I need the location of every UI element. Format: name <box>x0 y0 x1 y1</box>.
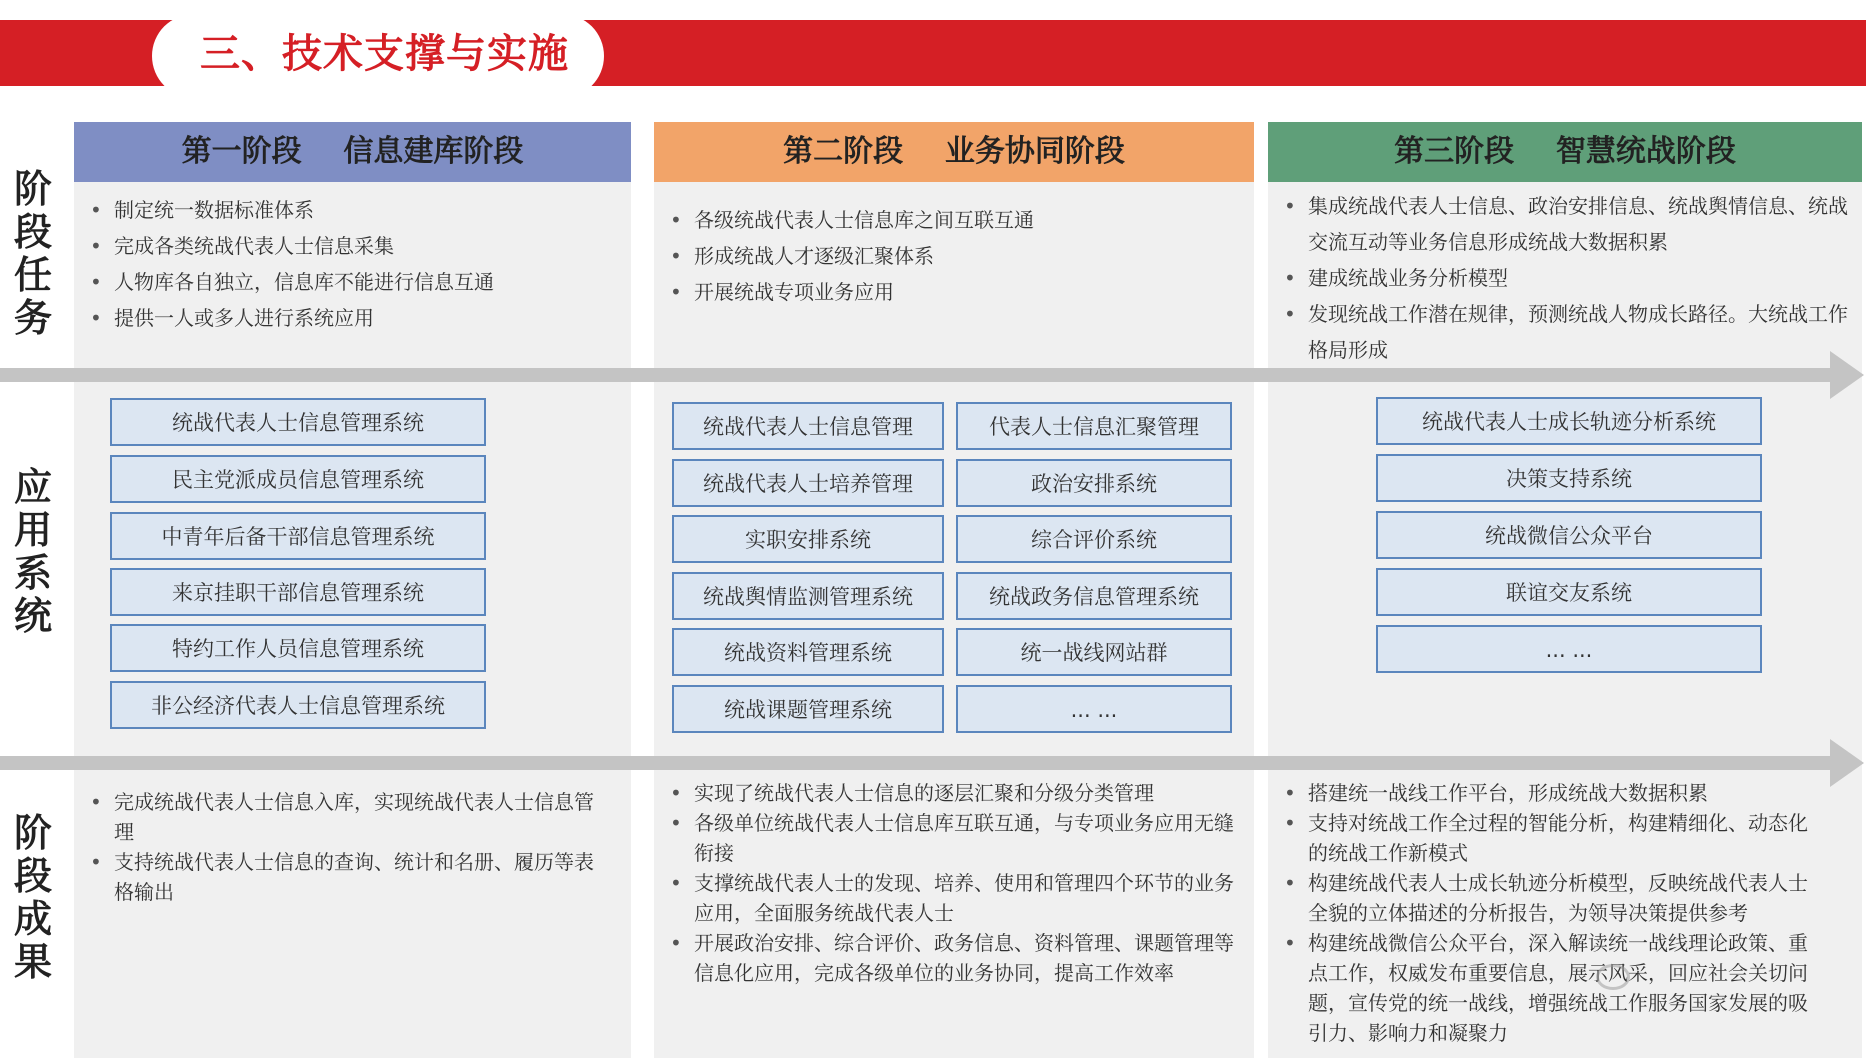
list-item: • 制定统一数据标准体系 <box>86 192 606 228</box>
system-box: 联谊交友系统 <box>1376 568 1762 616</box>
stage-3-tasks <box>1280 188 1850 368</box>
list-item: • 实现了统战代表人士信息的逐层汇聚和分级分类管理 <box>666 778 1236 808</box>
system-box: ... ... <box>1376 625 1762 673</box>
system-box: 决策支持系统 <box>1376 454 1762 502</box>
system-box: 中青年后备干部信息管理系统 <box>110 512 486 560</box>
stage-1-results <box>86 787 606 907</box>
wechat-watermark-icon <box>1596 964 1630 990</box>
list-item: • 完成统战代表人士信息入库，实现统战代表人士信息管理 <box>86 787 606 847</box>
system-box: 统战政务信息管理系统 <box>956 572 1232 620</box>
system-box: 统战代表人士培养管理 <box>672 459 944 507</box>
process-arrow-1 <box>0 368 1830 382</box>
arrow-head-2 <box>1830 739 1864 787</box>
list-item: • 开展统战专项业务应用 <box>666 274 1236 310</box>
list-item: • 发现统战工作潜在规律，预测统战人物成长路径。大统战工作格局形成 <box>1280 296 1850 368</box>
stage-2-results <box>666 778 1236 988</box>
system-box: 统战代表人士信息管理 <box>672 402 944 450</box>
row-label-tasks: 阶 段 任 务 <box>13 167 52 340</box>
list-item: • 构建统战代表人士成长轨迹分析模型，反映统战代表人士全貌的立体描述的分析报告，为领导决策提供参考 <box>1280 868 1820 928</box>
stage-3-header: 第三阶段 智慧统战阶段 <box>1268 122 1862 182</box>
list-item: • 构建统战微信公众平台，深入解读统一战线理论政策、重点工作，权威发布重要信息，展示风采，回应社会关切问题，宣传党的统一战线，增强统战工作服务国家发展的吸引力、影响力和凝聚力 <box>1280 928 1820 1048</box>
stage-1-tasks <box>86 192 606 336</box>
system-box: 政治安排系统 <box>956 459 1232 507</box>
list-item: • 支持对统战工作全过程的智能分析，构建精细化、动态化的统战工作新模式 <box>1280 808 1820 868</box>
list-item: • 支持统战代表人士信息的查询、统计和名册、履历等表格输出 <box>86 847 606 907</box>
list-item: • 形成统战人才逐级汇聚体系 <box>666 238 1236 274</box>
row-label-systems: 应 用 系 统 <box>13 465 52 638</box>
list-item: • 各级单位统战代表人士信息库互联互通，与专项业务应用无缝衔接 <box>666 808 1236 868</box>
list-item: • 各级统战代表人士信息库之间互联互通 <box>666 202 1236 238</box>
stage-2-tasks <box>666 202 1236 310</box>
list-item: • 集成统战代表人士信息、政治安排信息、统战舆情信息、统战交流互动等业务信息形成统战大数据积累 <box>1280 188 1850 260</box>
system-box: 统战微信公众平台 <box>1376 511 1762 559</box>
list-item: • 支撑统战代表人士的发现、培养、使用和管理四个环节的业务应用，全面服务统战代表人士 <box>666 868 1236 928</box>
system-box: 代表人士信息汇聚管理 <box>956 402 1232 450</box>
system-box: 统战课题管理系统 <box>672 685 944 733</box>
page-title: 三、技术支撑与实施 <box>200 31 569 77</box>
list-item: • 完成各类统战代表人士信息采集 <box>86 228 606 264</box>
system-box: 统战代表人士成长轨迹分析系统 <box>1376 397 1762 445</box>
system-box: 实职安排系统 <box>672 515 944 563</box>
system-box: 特约工作人员信息管理系统 <box>110 624 486 672</box>
system-box: 统战资料管理系统 <box>672 628 944 676</box>
system-box: 来京挂职干部信息管理系统 <box>110 568 486 616</box>
stage-3-results <box>1280 778 1820 1048</box>
system-box: 统一战线网站群 <box>956 628 1232 676</box>
system-box: 综合评价系统 <box>956 515 1232 563</box>
stage-1-header: 第一阶段 信息建库阶段 <box>74 122 631 182</box>
list-item: • 开展政治安排、综合评价、政务信息、资料管理、课题管理等信息化应用，完成各级单位的业务协同，提高工作效率 <box>666 928 1236 988</box>
system-box: 统战代表人士信息管理系统 <box>110 398 486 446</box>
stage-2-header: 第二阶段 业务协同阶段 <box>654 122 1254 182</box>
system-box: 非公经济代表人士信息管理系统 <box>110 681 486 729</box>
system-box: 统战舆情监测管理系统 <box>672 572 944 620</box>
row-label-results: 阶 段 成 果 <box>13 811 52 984</box>
list-item: • 提供一人或多人进行系统应用 <box>86 300 606 336</box>
process-arrow-2 <box>0 756 1830 770</box>
list-item: • 人物库各自独立，信息库不能进行信息互通 <box>86 264 606 300</box>
system-box: 民主党派成员信息管理系统 <box>110 455 486 503</box>
list-item: • 建成统战业务分析模型 <box>1280 260 1850 296</box>
list-item: • 搭建统一战线工作平台，形成统战大数据积累 <box>1280 778 1820 808</box>
system-box: ... ... <box>956 685 1232 733</box>
